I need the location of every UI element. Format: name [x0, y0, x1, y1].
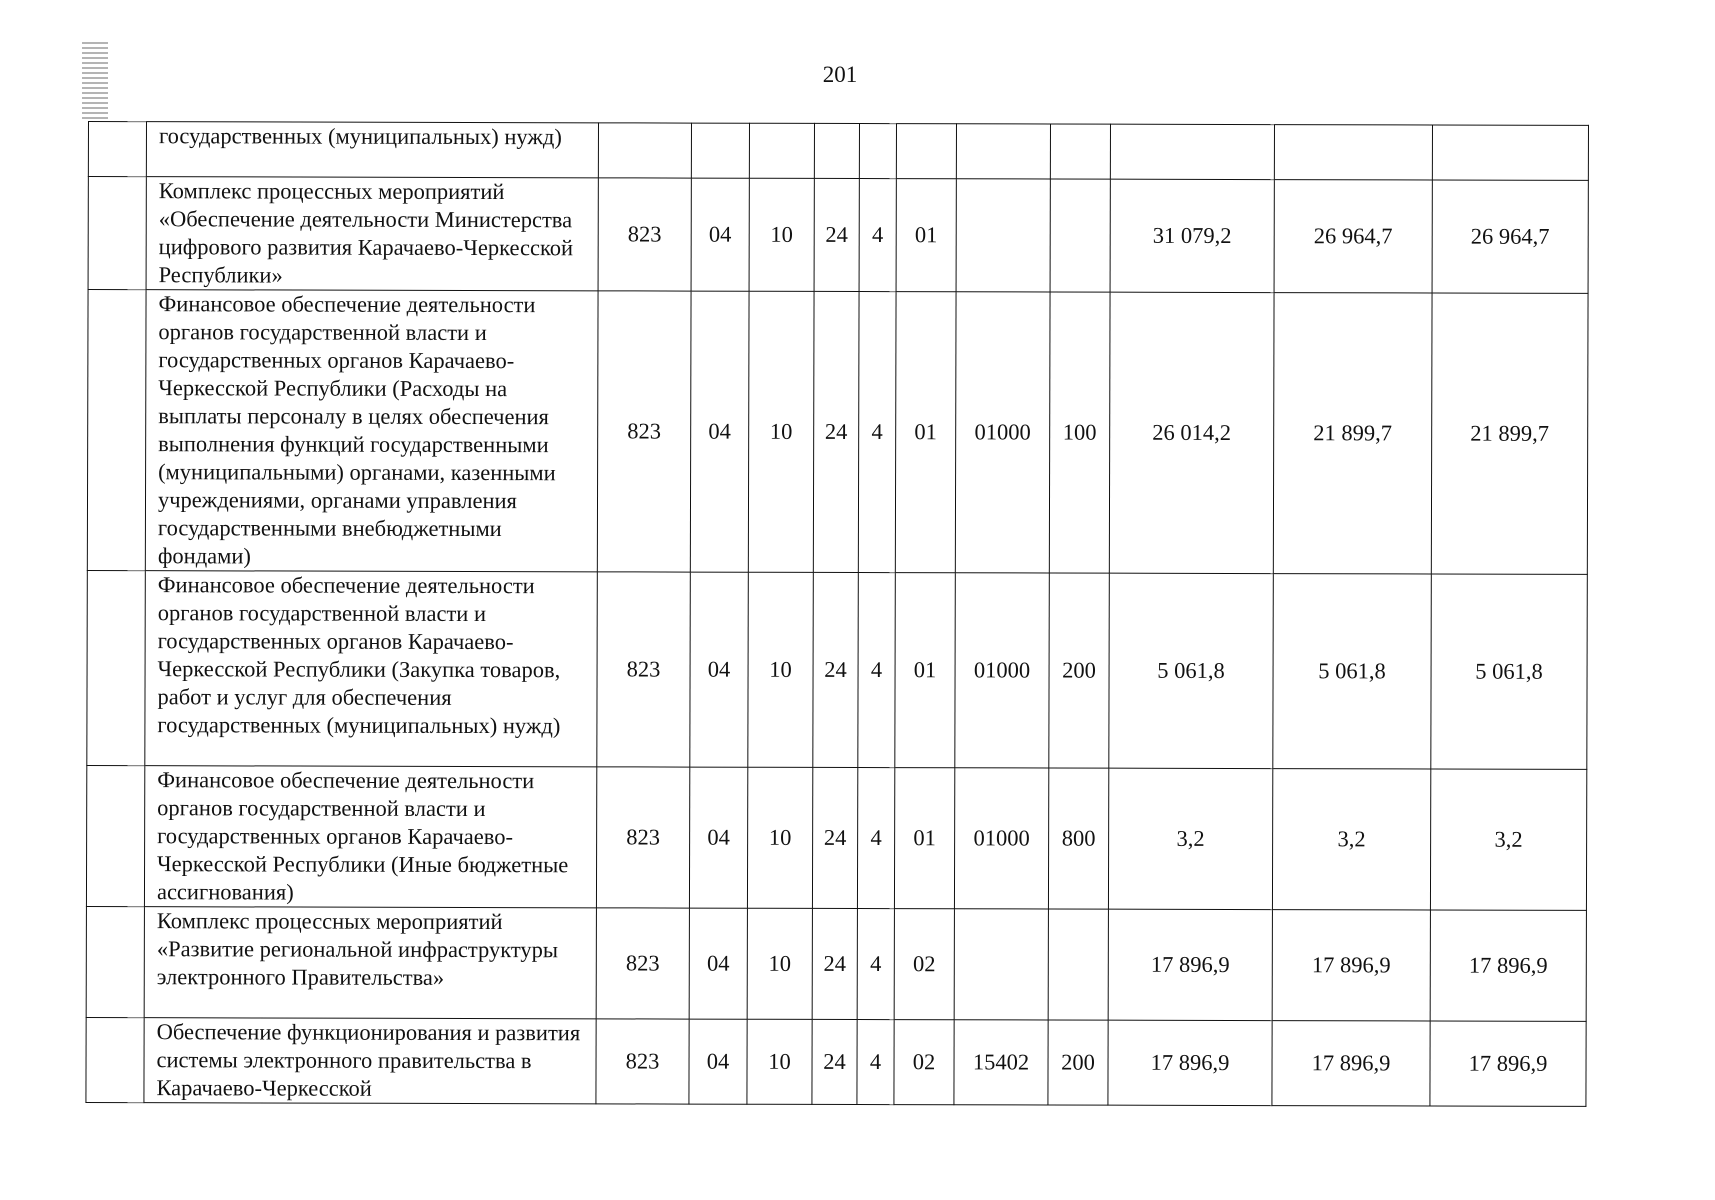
expense-type-code-cell: 800 [1048, 768, 1108, 909]
direction-code-cell [954, 909, 1048, 1020]
program-code-cell: 24 [812, 767, 857, 908]
subprogram-code-cell [859, 124, 896, 179]
ministry-code-cell: 823 [598, 178, 691, 291]
program-code-cell: 24 [812, 908, 857, 1019]
activity-code-cell: 01 [895, 292, 956, 573]
amount-year2-cell: 17 896,9 [1272, 910, 1430, 1021]
direction-code-cell: 01000 [955, 573, 1050, 768]
row-index-cell [87, 570, 146, 765]
table-row [88, 122, 1588, 181]
amount-year1-cell: 31 079,2 [1110, 179, 1274, 292]
subsection-code-cell: 10 [747, 908, 812, 1019]
amount-year2-cell: 26 964,7 [1274, 180, 1432, 293]
amount-year3-cell: 5 061,8 [1431, 574, 1588, 769]
amount-year3-cell: 17 896,9 [1430, 1021, 1586, 1106]
row-name-cell: Комплекс процессных мероприятий «Развитие региональной инфраструктуры электронного Правительства» [144, 907, 596, 1019]
ministry-code-cell: 823 [596, 908, 689, 1019]
section-code-cell: 04 [689, 908, 747, 1019]
row-name-cell: Обеспечение функционирования и развития системы электронного правительства в Карачаево-Черкесской [144, 1018, 596, 1104]
expense-type-code-cell [1050, 124, 1110, 179]
row-name-cell: Финансовое обеспечение деятельности органов государственной власти и государственных органов Карачаево-Черкесской Республики (Расходы на выплаты персоналу в целях обеспечения выполнения функций государственными (муниципальными) органами, казенными учреждениями, органами управления государственными внебюджетными фондами) [145, 290, 598, 572]
budget-table [85, 121, 1589, 1107]
page-number: 201 [822, 62, 858, 87]
expense-type-code-cell: 200 [1049, 573, 1110, 768]
row-name-cell: Комплекс процессных мероприятий «Обеспечение деятельности Министерства цифрового развития Карачаево-Черкесской Республики» [146, 177, 598, 291]
section-code-cell: 04 [691, 178, 749, 291]
table-row [88, 177, 1588, 294]
amount-year2-cell: 17 896,9 [1272, 1021, 1430, 1106]
amount-year2-cell [1274, 125, 1432, 180]
subsection-code-cell: 10 [748, 572, 814, 767]
direction-code-cell: 15402 [954, 1020, 1048, 1105]
subsection-code-cell: 10 [748, 291, 814, 572]
program-code-cell: 24 [813, 291, 859, 572]
program-code-cell: 24 [814, 178, 859, 291]
amount-year3-cell [1432, 125, 1588, 180]
row-index-cell [88, 177, 146, 290]
amount-year2-cell: 21 899,7 [1273, 293, 1432, 574]
ministry-code-cell: 823 [596, 1019, 689, 1104]
amount-year3-cell: 26 964,7 [1432, 180, 1588, 293]
amount-year3-cell: 17 896,9 [1430, 910, 1586, 1021]
expense-type-code-cell: 100 [1049, 292, 1110, 573]
subprogram-code-cell: 4 [857, 909, 894, 1020]
direction-code-cell: 01000 [954, 768, 1048, 909]
section-code-cell: 04 [689, 1019, 747, 1104]
section-code-cell: 04 [689, 767, 747, 908]
table-row [86, 765, 1586, 910]
activity-code-cell [896, 124, 956, 179]
activity-code-cell: 02 [894, 909, 954, 1020]
row-name-cell: Финансовое обеспечение деятельности органов государственной власти и государственных органов Карачаево-Черкесской Республики (Закупка товаров, работ и услуг для обеспечения государственных (муниципальных) нужд) [145, 571, 598, 767]
subprogram-code-cell: 4 [858, 292, 896, 573]
row-index-cell [86, 765, 144, 906]
table-row [86, 1017, 1586, 1106]
direction-code-cell [956, 179, 1050, 292]
subprogram-code-cell: 4 [858, 573, 896, 768]
row-name-cell: Финансовое обеспечение деятельности органов государственной власти и государственных органов Карачаево-Черкесской Республики (Иные бюджетные ассигнования) [144, 766, 596, 908]
table-body [86, 122, 1589, 1107]
row-index-cell [86, 1017, 144, 1102]
ministry-code-cell: 823 [597, 291, 691, 572]
ministry-code-cell: 823 [596, 767, 689, 908]
amount-year1-cell: 17 896,9 [1108, 1020, 1272, 1105]
amount-year1-cell: 17 896,9 [1108, 909, 1272, 1020]
subsection-code-cell [749, 123, 814, 178]
row-index-cell [86, 906, 144, 1017]
subprogram-code-cell: 4 [857, 768, 894, 909]
expense-type-code-cell [1048, 909, 1108, 1020]
amount-year2-cell: 5 061,8 [1273, 574, 1432, 769]
program-code-cell [814, 123, 859, 178]
activity-code-cell: 01 [895, 573, 956, 768]
direction-code-cell [956, 124, 1050, 179]
section-code-cell [691, 123, 749, 178]
subsection-code-cell: 10 [747, 767, 812, 908]
program-code-cell: 24 [812, 1019, 857, 1104]
section-code-cell: 04 [690, 572, 749, 767]
subprogram-code-cell: 4 [857, 1020, 894, 1105]
amount-year3-cell: 3,2 [1430, 769, 1586, 910]
table-row [87, 570, 1588, 769]
expense-type-code-cell: 200 [1048, 1020, 1108, 1105]
activity-code-cell: 01 [896, 179, 956, 292]
ministry-code-cell [598, 123, 691, 178]
section-code-cell: 04 [690, 291, 749, 572]
subprogram-code-cell: 4 [859, 179, 896, 292]
direction-code-cell: 01000 [955, 292, 1050, 573]
row-name-cell: государственных (муниципальных) нужд) [146, 122, 598, 178]
subsection-code-cell: 10 [749, 178, 814, 291]
table-row [86, 906, 1586, 1021]
activity-code-cell: 01 [894, 768, 954, 909]
amount-year1-cell: 5 061,8 [1109, 573, 1274, 768]
ministry-code-cell: 823 [597, 572, 691, 767]
amount-year3-cell: 21 899,7 [1431, 293, 1588, 574]
row-index-cell [87, 290, 146, 571]
amount-year1-cell [1110, 124, 1274, 179]
amount-year1-cell: 26 014,2 [1109, 292, 1274, 573]
program-code-cell: 24 [813, 572, 859, 767]
activity-code-cell: 02 [894, 1020, 954, 1105]
subsection-code-cell: 10 [747, 1019, 812, 1104]
expense-type-code-cell [1050, 179, 1110, 292]
amount-year1-cell: 3,2 [1108, 768, 1272, 909]
row-index-cell [88, 122, 146, 177]
amount-year2-cell: 3,2 [1272, 769, 1430, 910]
table-row [87, 290, 1588, 575]
